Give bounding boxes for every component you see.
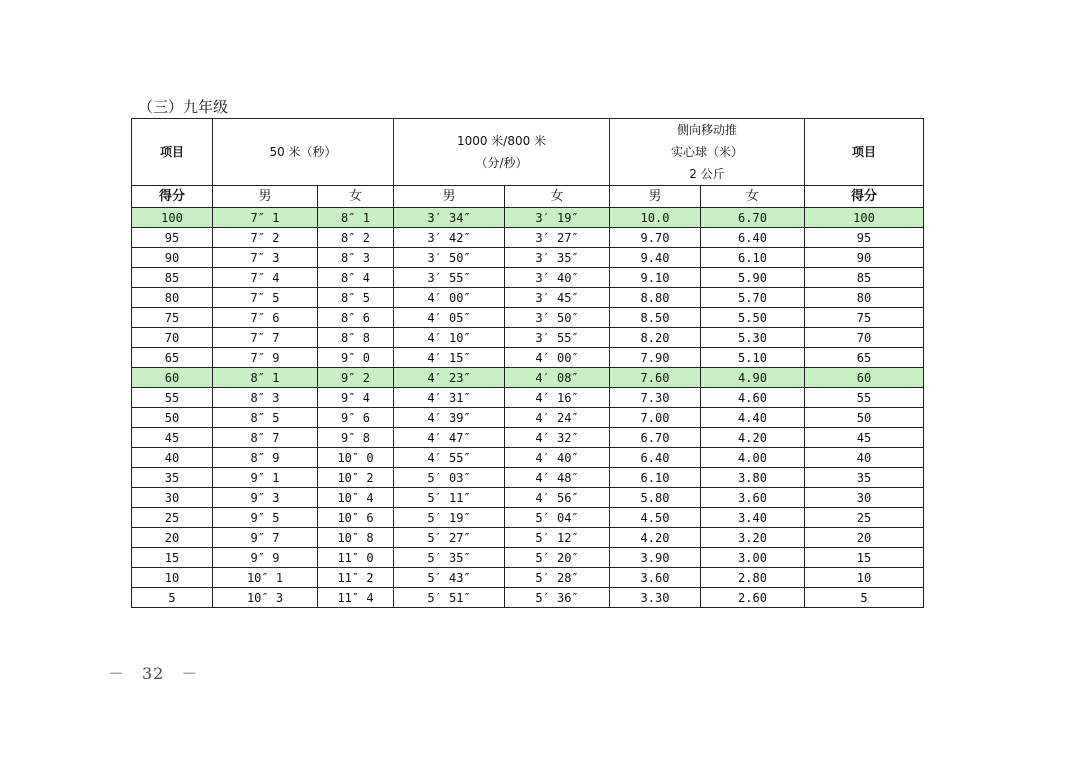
cell-run-female: 3′ 45″	[505, 288, 610, 308]
cell-run-female: 3′ 19″	[505, 208, 610, 228]
cell-score-right: 50	[805, 408, 924, 428]
cell-m50-female: 9″ 2	[318, 368, 394, 388]
cell-m50-male: 8″ 5	[213, 408, 318, 428]
table-row	[132, 348, 924, 368]
cell-m50-female: 8″ 1	[318, 208, 394, 228]
cell-m50-male: 7″ 1	[213, 208, 318, 228]
cell-ball-male: 8.80	[610, 288, 701, 308]
cell-ball-female: 3.40	[701, 508, 805, 528]
cell-run-male: 3′ 42″	[394, 228, 505, 248]
cell-m50-male: 7″ 7	[213, 328, 318, 348]
cell-m50-female: 9″ 0	[318, 348, 394, 368]
header-run-line1: 1000 米/800 米	[456, 134, 547, 148]
score-table	[131, 118, 924, 608]
cell-m50-male: 9″ 9	[213, 548, 318, 568]
cell-m50-male: 7″ 3	[213, 248, 318, 268]
cell-run-male: 5′ 35″	[394, 548, 505, 568]
cell-ball-female: 6.40	[701, 228, 805, 248]
cell-ball-male: 4.50	[610, 508, 701, 528]
cell-run-male: 5′ 43″	[394, 568, 505, 588]
cell-ball-female: 3.20	[701, 528, 805, 548]
cell-score-right: 70	[805, 328, 924, 348]
table-row	[132, 328, 924, 348]
cell-score: 75	[132, 308, 213, 328]
cell-m50-male: 8″ 1	[213, 368, 318, 388]
cell-m50-female: 11″ 2	[318, 568, 394, 588]
table-row	[132, 568, 924, 588]
cell-run-female: 4′ 00″	[505, 348, 610, 368]
cell-ball-female: 4.60	[701, 388, 805, 408]
cell-run-male: 5′ 19″	[394, 508, 505, 528]
cell-m50-male: 9″ 5	[213, 508, 318, 528]
cell-ball-male: 5.80	[610, 488, 701, 508]
table-row	[132, 268, 924, 288]
cell-run-male: 5′ 11″	[394, 488, 505, 508]
cell-ball-male: 6.70	[610, 428, 701, 448]
cell-score: 50	[132, 408, 213, 428]
cell-ball-female: 2.80	[701, 568, 805, 588]
cell-m50-male: 9″ 7	[213, 528, 318, 548]
table-row	[132, 388, 924, 408]
cell-run-female: 4′ 24″	[505, 408, 610, 428]
cell-run-male: 4′ 39″	[394, 408, 505, 428]
cell-m50-female: 11″ 0	[318, 548, 394, 568]
cell-run-female: 5′ 36″	[505, 588, 610, 608]
cell-score: 35	[132, 468, 213, 488]
cell-run-female: 4′ 32″	[505, 428, 610, 448]
cell-score: 80	[132, 288, 213, 308]
page-number: － 32 －	[108, 664, 199, 683]
cell-ball-male: 6.10	[610, 468, 701, 488]
cell-score-right: 15	[805, 548, 924, 568]
cell-run-female: 5′ 12″	[505, 528, 610, 548]
table-row	[132, 288, 924, 308]
cell-m50-female: 9″ 6	[318, 408, 394, 428]
header-run	[394, 119, 610, 186]
cell-m50-male: 7″ 6	[213, 308, 318, 328]
table-row	[132, 488, 924, 508]
table-row	[132, 408, 924, 428]
cell-m50-male: 8″ 7	[213, 428, 318, 448]
cell-score: 65	[132, 348, 213, 368]
header-item-label: 项目	[132, 119, 213, 186]
header-ball-male: 男	[610, 186, 701, 208]
table-row	[132, 448, 924, 468]
cell-m50-female: 10″ 8	[318, 528, 394, 548]
table-row	[132, 508, 924, 528]
cell-run-male: 4′ 10″	[394, 328, 505, 348]
cell-score-right: 65	[805, 348, 924, 368]
cell-run-male: 4′ 55″	[394, 448, 505, 468]
cell-ball-female: 3.80	[701, 468, 805, 488]
cell-score: 30	[132, 488, 213, 508]
cell-ball-male: 3.60	[610, 568, 701, 588]
header-score-label-right: 得分	[805, 186, 924, 208]
header-ball-line1: 侧向移动推	[677, 123, 738, 137]
cell-ball-male: 9.70	[610, 228, 701, 248]
cell-score: 10	[132, 568, 213, 588]
cell-m50-female: 8″ 4	[318, 268, 394, 288]
header-50m: 50 米（秒）	[213, 119, 394, 186]
header-ball-line3: 2 公斤	[689, 167, 725, 181]
cell-m50-female: 8″ 8	[318, 328, 394, 348]
cell-m50-male: 10″ 1	[213, 568, 318, 588]
cell-score: 5	[132, 588, 213, 608]
cell-ball-female: 5.90	[701, 268, 805, 288]
cell-run-male: 4′ 47″	[394, 428, 505, 448]
cell-ball-female: 6.70	[701, 208, 805, 228]
cell-ball-male: 8.20	[610, 328, 701, 348]
cell-score-right: 20	[805, 528, 924, 548]
cell-score-right: 25	[805, 508, 924, 528]
cell-score-right: 35	[805, 468, 924, 488]
section-title: （三）九年级	[138, 98, 229, 116]
cell-m50-female: 10″ 4	[318, 488, 394, 508]
cell-run-male: 3′ 50″	[394, 248, 505, 268]
cell-ball-female: 4.20	[701, 428, 805, 448]
cell-m50-female: 11″ 4	[318, 588, 394, 608]
cell-run-male: 4′ 23″	[394, 368, 505, 388]
cell-m50-female: 8″ 5	[318, 288, 394, 308]
cell-run-male: 4′ 31″	[394, 388, 505, 408]
cell-score-right: 75	[805, 308, 924, 328]
cell-ball-male: 3.30	[610, 588, 701, 608]
cell-run-female: 4′ 40″	[505, 448, 610, 468]
cell-score: 100	[132, 208, 213, 228]
header-run-male: 男	[394, 186, 505, 208]
table-row	[132, 548, 924, 568]
cell-ball-female: 4.40	[701, 408, 805, 428]
table-row	[132, 228, 924, 248]
header-run-female: 女	[505, 186, 610, 208]
table-row	[132, 248, 924, 268]
table-row	[132, 308, 924, 328]
table-row	[132, 208, 924, 228]
cell-score-right: 90	[805, 248, 924, 268]
cell-score-right: 60	[805, 368, 924, 388]
cell-m50-male: 7″ 4	[213, 268, 318, 288]
cell-ball-male: 4.20	[610, 528, 701, 548]
cell-ball-male: 8.50	[610, 308, 701, 328]
cell-score: 95	[132, 228, 213, 248]
cell-m50-female: 8″ 2	[318, 228, 394, 248]
header-50m-male: 男	[213, 186, 318, 208]
cell-ball-male: 7.00	[610, 408, 701, 428]
cell-ball-male: 7.60	[610, 368, 701, 388]
header-ball-line2: 实心球（米）	[671, 145, 744, 159]
table-row	[132, 368, 924, 388]
cell-m50-male: 9″ 3	[213, 488, 318, 508]
cell-run-female: 3′ 50″	[505, 308, 610, 328]
cell-run-female: 5′ 04″	[505, 508, 610, 528]
cell-m50-female: 10″ 0	[318, 448, 394, 468]
cell-ball-female: 3.00	[701, 548, 805, 568]
cell-score-right: 55	[805, 388, 924, 408]
cell-score-right: 100	[805, 208, 924, 228]
cell-run-female: 4′ 48″	[505, 468, 610, 488]
cell-m50-male: 9″ 1	[213, 468, 318, 488]
cell-ball-female: 5.50	[701, 308, 805, 328]
cell-m50-male: 7″ 2	[213, 228, 318, 248]
table-row	[132, 468, 924, 488]
cell-score-right: 30	[805, 488, 924, 508]
cell-score: 55	[132, 388, 213, 408]
cell-run-female: 4′ 16″	[505, 388, 610, 408]
header-ball	[610, 119, 805, 186]
cell-m50-female: 10″ 2	[318, 468, 394, 488]
cell-ball-male: 9.40	[610, 248, 701, 268]
cell-m50-female: 8″ 3	[318, 248, 394, 268]
cell-ball-female: 4.90	[701, 368, 805, 388]
table-row	[132, 428, 924, 448]
cell-ball-female: 2.60	[701, 588, 805, 608]
cell-score-right: 5	[805, 588, 924, 608]
cell-m50-male: 10″ 3	[213, 588, 318, 608]
table-row	[132, 588, 924, 608]
cell-m50-male: 8″ 9	[213, 448, 318, 468]
header-item-label-right: 项目	[805, 119, 924, 186]
cell-score: 40	[132, 448, 213, 468]
cell-run-male: 3′ 34″	[394, 208, 505, 228]
cell-m50-female: 9″ 8	[318, 428, 394, 448]
cell-run-female: 3′ 55″	[505, 328, 610, 348]
cell-score: 20	[132, 528, 213, 548]
cell-m50-male: 8″ 3	[213, 388, 318, 408]
cell-run-male: 4′ 00″	[394, 288, 505, 308]
cell-run-female: 4′ 08″	[505, 368, 610, 388]
cell-score: 90	[132, 248, 213, 268]
cell-score-right: 45	[805, 428, 924, 448]
cell-m50-female: 10″ 6	[318, 508, 394, 528]
cell-ball-male: 3.90	[610, 548, 701, 568]
cell-score: 85	[132, 268, 213, 288]
cell-ball-female: 4.00	[701, 448, 805, 468]
cell-run-male: 5′ 51″	[394, 588, 505, 608]
cell-ball-male: 7.30	[610, 388, 701, 408]
cell-score-right: 95	[805, 228, 924, 248]
cell-ball-female: 5.70	[701, 288, 805, 308]
cell-ball-female: 5.30	[701, 328, 805, 348]
header-50m-female: 女	[318, 186, 394, 208]
cell-run-female: 5′ 20″	[505, 548, 610, 568]
cell-m50-female: 8″ 6	[318, 308, 394, 328]
cell-run-female: 3′ 40″	[505, 268, 610, 288]
cell-ball-female: 3.60	[701, 488, 805, 508]
cell-m50-female: 9″ 4	[318, 388, 394, 408]
cell-score: 60	[132, 368, 213, 388]
cell-run-male: 5′ 03″	[394, 468, 505, 488]
cell-run-female: 4′ 56″	[505, 488, 610, 508]
cell-run-female: 3′ 35″	[505, 248, 610, 268]
cell-score-right: 40	[805, 448, 924, 468]
header-row-1	[132, 119, 924, 186]
table-row	[132, 528, 924, 548]
header-row-2	[132, 186, 924, 208]
cell-ball-male: 10.0	[610, 208, 701, 228]
cell-score: 70	[132, 328, 213, 348]
cell-ball-female: 6.10	[701, 248, 805, 268]
cell-m50-male: 7″ 5	[213, 288, 318, 308]
cell-run-female: 3′ 27″	[505, 228, 610, 248]
header-run-line2: （分/秒）	[475, 156, 528, 170]
cell-ball-female: 5.10	[701, 348, 805, 368]
cell-ball-male: 6.40	[610, 448, 701, 468]
cell-score-right: 80	[805, 288, 924, 308]
cell-run-male: 4′ 15″	[394, 348, 505, 368]
cell-run-male: 5′ 27″	[394, 528, 505, 548]
cell-score: 25	[132, 508, 213, 528]
header-ball-female: 女	[701, 186, 805, 208]
cell-run-male: 3′ 55″	[394, 268, 505, 288]
cell-run-male: 4′ 05″	[394, 308, 505, 328]
cell-score-right: 85	[805, 268, 924, 288]
cell-score: 15	[132, 548, 213, 568]
cell-score: 45	[132, 428, 213, 448]
cell-ball-male: 9.10	[610, 268, 701, 288]
cell-run-female: 5′ 28″	[505, 568, 610, 588]
cell-m50-male: 7″ 9	[213, 348, 318, 368]
header-score-label: 得分	[132, 186, 213, 208]
cell-score-right: 10	[805, 568, 924, 588]
cell-ball-male: 7.90	[610, 348, 701, 368]
